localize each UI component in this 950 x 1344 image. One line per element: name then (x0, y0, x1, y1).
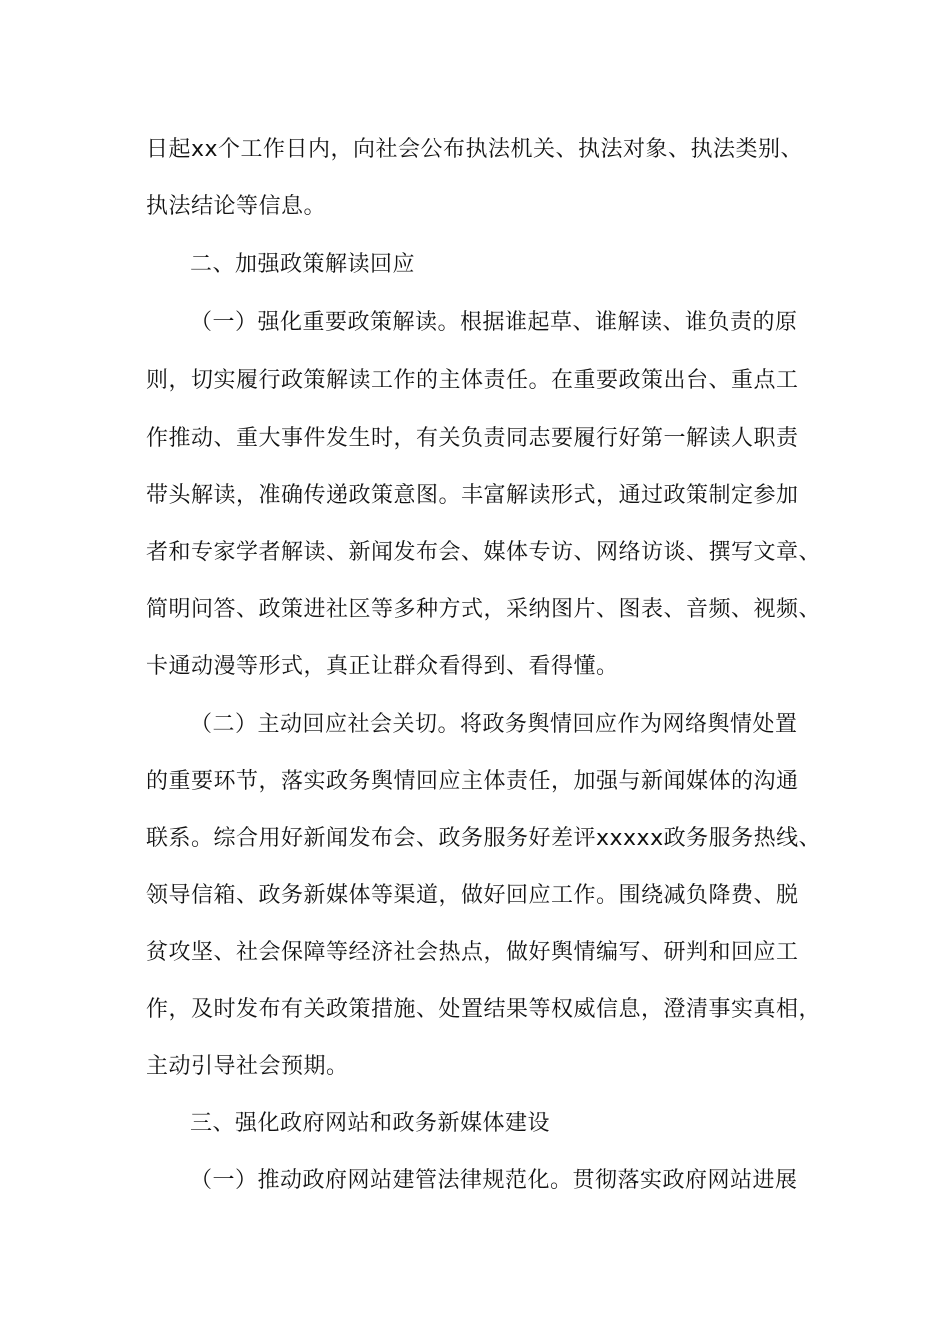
paragraph-line: 卡通动漫等形式，真正让群众看得到、看得懂。 (146, 654, 619, 679)
paragraph-line: 领导信箱、政务新媒体等渠道，做好回应工作。围绕减负降费、脱 (146, 883, 799, 908)
section-heading: 二、加强政策解读回应 (190, 252, 416, 277)
paragraph-line: 日起xx个工作日内，向社会公布执法机关、执法对象、执法类别、 (146, 137, 804, 162)
paragraph-line: 主动引导社会预期。 (146, 1054, 349, 1079)
paragraph-line: （一）推动政府网站建管法律规范化。贯彻落实政府网站进展 (190, 1168, 798, 1193)
paragraph-line: 者和专家学者解读、新闻发布会、媒体专访、网络访谈、撰写文章、 (146, 540, 822, 565)
paragraph-line: 作，及时发布有关政策措施、处置结果等权威信息，澄清事实真相， (146, 997, 822, 1022)
paragraph-line: 则，切实履行政策解读工作的主体责任。在重要政策出台、重点工 (146, 368, 799, 393)
paragraph-line: （二）主动回应社会关切。将政务舆情回应作为网络舆情处置 (190, 712, 798, 737)
paragraph-line: 简明问答、政策进社区等多种方式，采纳图片、图表、音频、视频、 (146, 597, 822, 622)
paragraph-line: 贫攻坚、社会保障等经济社会热点，做好舆情编写、研判和回应工 (146, 940, 799, 965)
paragraph-line: 作推动、重大事件发生时，有关负责同志要履行好第一解读人职责 (146, 426, 799, 451)
paragraph-line: 执法结论等信息。 (146, 194, 327, 219)
paragraph-line: 带头解读，准确传递政策意图。丰富解读形式，通过政策制定参加 (146, 483, 799, 508)
paragraph-line: 联系。综合用好新闻发布会、政务服务好差评xxxxx政务服务热线、 (146, 826, 822, 851)
paragraph-line: （一）强化重要政策解读。根据谁起草、谁解读、谁负责的原 (190, 310, 798, 335)
section-heading: 三、强化政府网站和政务新媒体建设 (190, 1111, 551, 1136)
paragraph-line: 的重要环节，落实政务舆情回应主体责任，加强与新闻媒体的沟通 (146, 769, 799, 794)
